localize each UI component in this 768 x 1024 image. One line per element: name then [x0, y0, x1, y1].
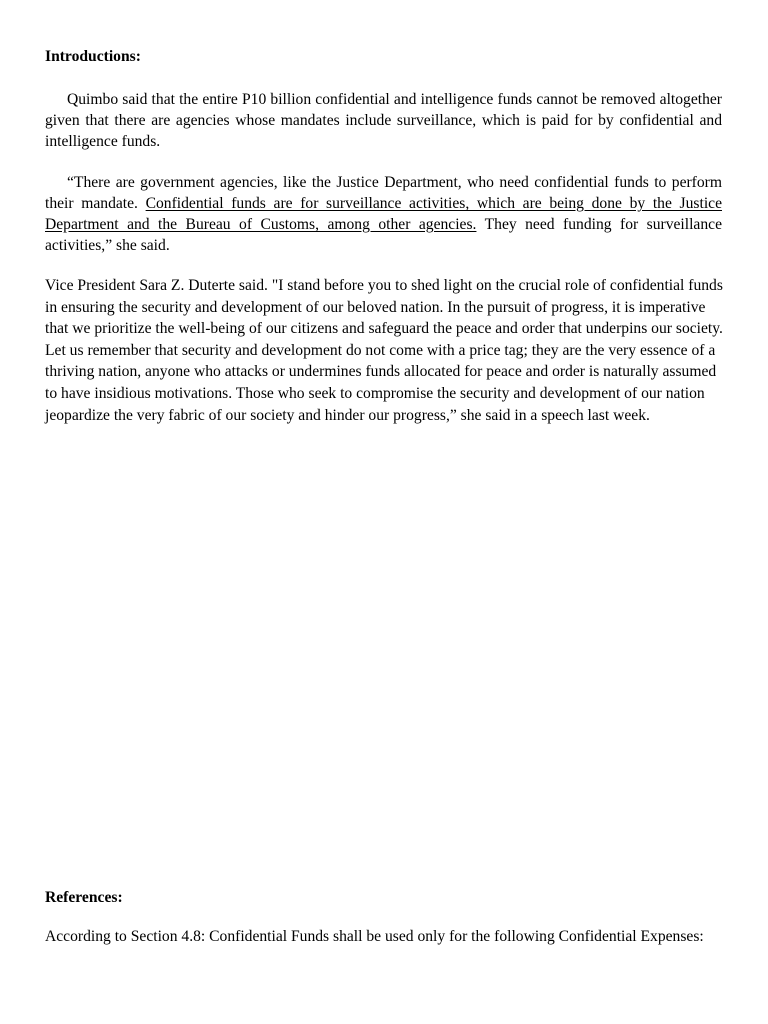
duterte-paragraph: Vice President Sara Z. Duterte said. "I stand before you to shed light on the crucial role of confidential funds in ensuring the security and development of our beloved nation. In the pursuit of progress, it is imperative that we prioritize the well-being of our citizens and safeguard the peace and order that underpins our society. Let us remember that security and development do not come with a price tag; they are the very essence of a thriving nation, anyone who attacks or undermines funds allocated for peace and order is naturally assumed to have insidious motivations. Those who seek to compromise the security and development of our nation jeopardize the very fabric of our society and hinder our progress,” she said in a speech last week.: [45, 277, 723, 424]
quote-text-before: “There are government agencies, like the Justice Department, who need confidential funds to perform their mandate.: [45, 174, 722, 212]
quimbo-paragraph: Quimbo said that the entire P10 billion confidential and intelligence funds cannot be removed altogether given that there are agencies whose mandates include surveillance, which is paid for by confidential and intelligence funds.: [45, 91, 722, 150]
introductions-heading: Introductions:: [45, 48, 141, 65]
quote-paragraph: [45, 172, 722, 256]
quote-underlined-text: Confidential funds are for surveillance activities, which are being done by the Justice Department and the Bureau of Customs, among other agencies.: [45, 195, 722, 233]
quote-text-after: They need funding for surveillance activities,” she said.: [45, 216, 722, 254]
references-heading: References:: [45, 889, 123, 906]
section-48-paragraph: According to Section 4.8: Confidential Funds shall be used only for the following Confidential Expenses:: [45, 928, 704, 945]
